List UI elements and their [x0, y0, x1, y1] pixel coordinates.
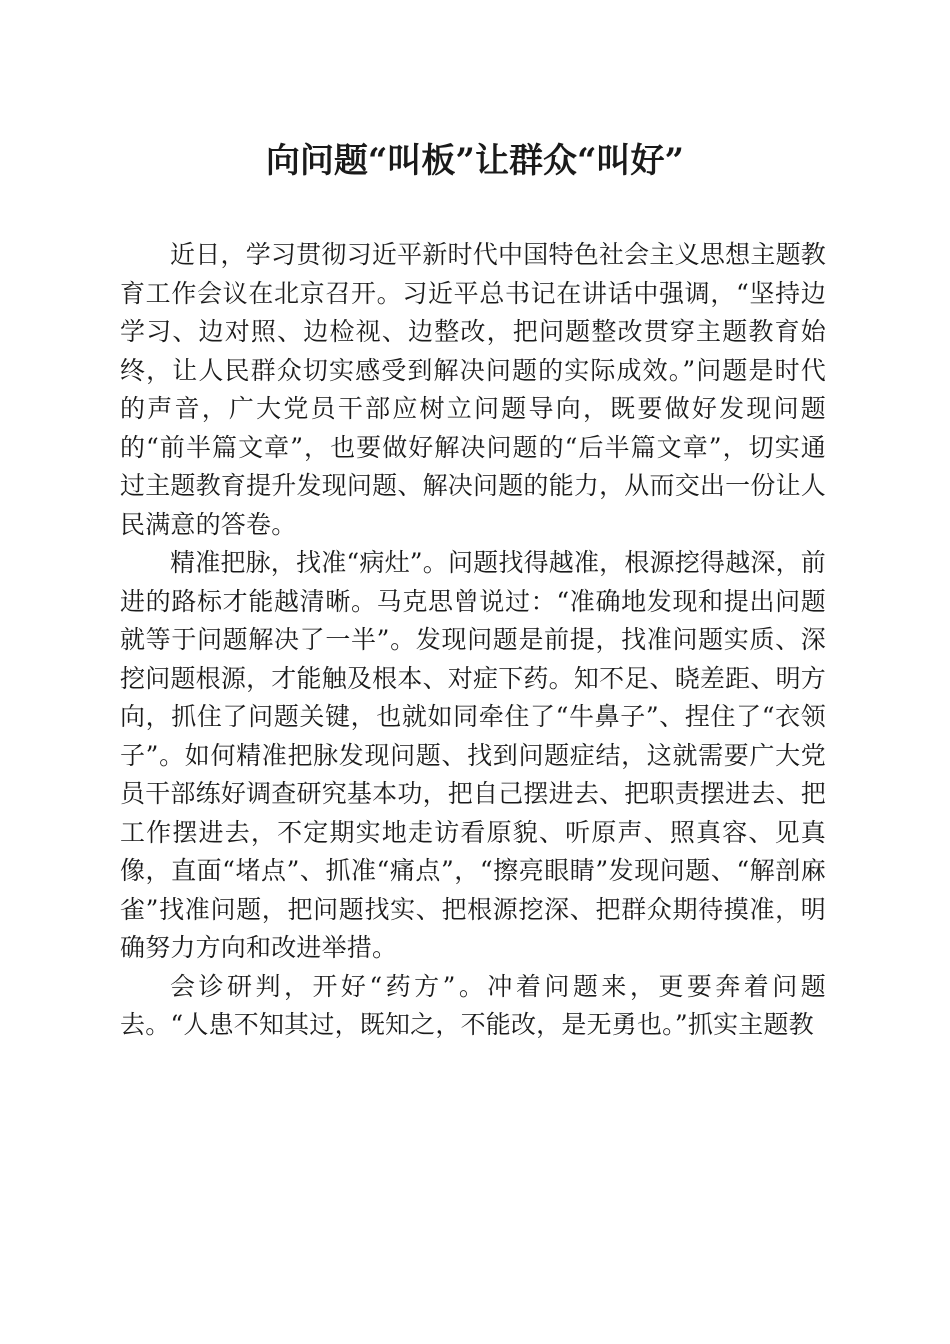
paragraph-3: 会诊研判，开好“药方”。冲着问题来，更要奔着问题去。“人患不知其过，既知之，不能改，是无勇也。”抓实主题教 [120, 971, 826, 1039]
paragraph-1: 近日，学习贯彻习近平新时代中国特色社会主义思想主题教育工作会议在北京召开。习近平总书记在讲话中强调，“坚持边学习、边对照、边检视、边整改，把问题整改贯穿主题教育始终，让人民群众切实感受到解决问题的实际成效。”问题是时代的声音，广大党员干部应树立问题导向，既要做好发现问题的“前半篇文章”，也要做好解决问题的“后半篇文章”，切实通过主题教育提升发现问题、解决问题的能力，从而交出一份让人民满意的答卷。 [120, 240, 826, 539]
document-title: 向问题“叫板”让群众“叫好” [265, 141, 685, 181]
document-body [120, 236, 826, 1045]
paragraph-2: 精准把脉，找准“病灶”。问题找得越准，根源挖得越深，前进的路标才能越清晰。马克思曾说过：“准确地发现和提出问题就等于问题解决了一半”。发现问题是前提，找准问题实质、深挖问题根源，才能触及根本、对症下药。知不足、晓差距、明方向，抓住了问题关键，也就如同牵住了“牛鼻子”、捏住了“衣领子”。如何精准把脉发现问题、找到问题症结，这就需要广大党员干部练好调查研究基本功，把自己摆进去、把职责摆进去、把工作摆进去，不定期实地走访看原貌、听原声、照真容、见真像，直面“堵点”、抓准“痛点”，“擦亮眼睛”发现问题、“解剖麻雀”找准问题，把问题找实、把根源挖深、把群众期待摸准，明确努力方向和改进举措。 [120, 548, 826, 962]
